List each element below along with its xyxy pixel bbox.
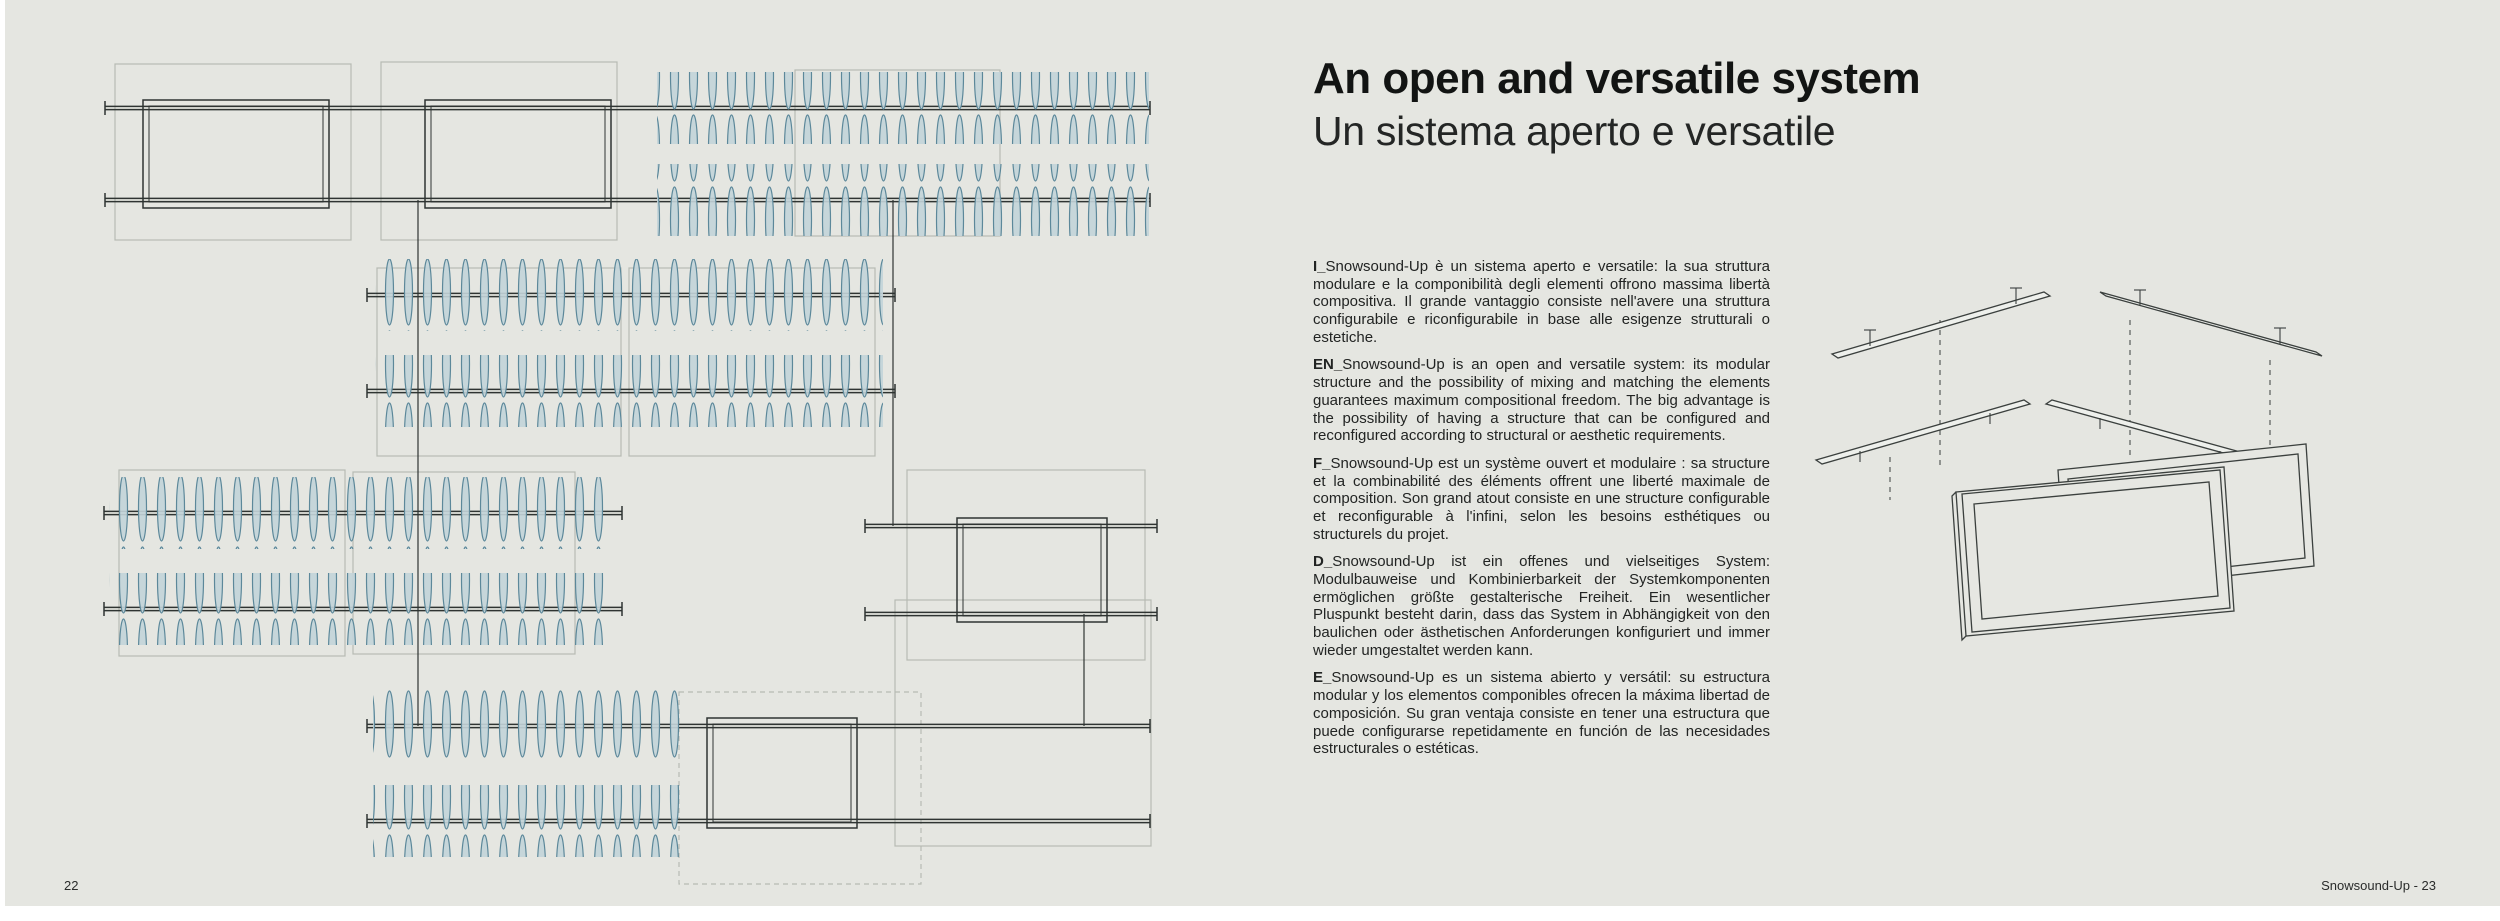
page-subtitle: Un sistema aperto e versatile xyxy=(1313,108,1836,155)
description-column xyxy=(1313,258,1770,768)
suspension-rail-upper-right xyxy=(2100,290,2322,356)
page-number-left: 22 xyxy=(64,878,79,893)
paragraph-english xyxy=(1313,356,1770,444)
scan-edge-left xyxy=(0,0,5,921)
paragraph-german xyxy=(1313,553,1770,659)
paragraph-italian xyxy=(1313,258,1770,346)
acoustic-panel-front xyxy=(1952,467,2234,640)
title-block xyxy=(1313,56,1920,153)
scan-edge-bottom xyxy=(0,906,2500,921)
language-label-es: E_ xyxy=(1313,669,1332,687)
language-label-en: EN_ xyxy=(1313,356,1343,374)
plan-view-diagram xyxy=(95,40,1255,900)
paragraph-text-en: Snowsound-Up is an open and versatile system: its modular structure and the possibility of mixing and matching the elements guarantees maximum compositional freedom. The big advantage is the possibility of having a structure that can be configured and reconfigured according to structural or aesthetic requirements. xyxy=(1313,356,1770,445)
paragraph-french xyxy=(1313,455,1770,543)
language-label-it: I_ xyxy=(1313,258,1326,275)
suspension-rail-upper-left xyxy=(1832,288,2050,358)
suspension-rail-mid-left xyxy=(1816,400,2030,464)
paragraph-text-fr: Snowsound-Up est un système ouvert et modulaire : sa structure et la combinabilité des éléments offrent une liberté maximale de composition. Son grand atout consiste en une structure configurable et reconfigurable à l'infini, selon les besoins esthétiques ou structurels du projet. xyxy=(1313,454,1770,543)
page-title: An open and versatile system xyxy=(1313,54,1921,103)
language-label-fr: F_ xyxy=(1313,454,1331,472)
paragraph-text-it: Snowsound-Up è un sistema aperto e versatile: la sua struttura modulare e la componibilità degli elementi offrono massima libertà compositiva. Il grande vantaggio consiste nell'avere una struttura configurabile e riconfigurabile in base alle esigenze strutturali o estetiche. xyxy=(1313,258,1770,346)
language-label-de: D_ xyxy=(1313,553,1333,571)
isometric-exploded-diagram xyxy=(1800,232,2360,702)
page-number-right: Snowsound-Up - 23 xyxy=(2321,878,2436,893)
paragraph-text-de: Snowsound-Up ist ein offenes und vielseitiges System: Modulbauweise und Kombinierbarkeit der Systemkomponenten ermöglichen größte gestalterische Freiheit. Ein wesentlicher Pluspunkt besteht darin, dass das System in Abhängigkeit von den baulichen oder ästhetischen Anforderungen konfiguriert und immer wieder umgestaltet werden kann. xyxy=(1313,553,1770,659)
paragraph-spanish xyxy=(1313,669,1770,757)
baffle-row-group xyxy=(109,72,1149,857)
paragraph-text-es: Snowsound-Up es un sistema abierto y versátil: su estructura modular y los elementos componibles ofrecen la máxima libertad de composición. Su gran ventaja consiste en tener una estructura que puede configurarse repetidamente en función de las necesidades estructurales o estéticas. xyxy=(1313,669,1770,758)
